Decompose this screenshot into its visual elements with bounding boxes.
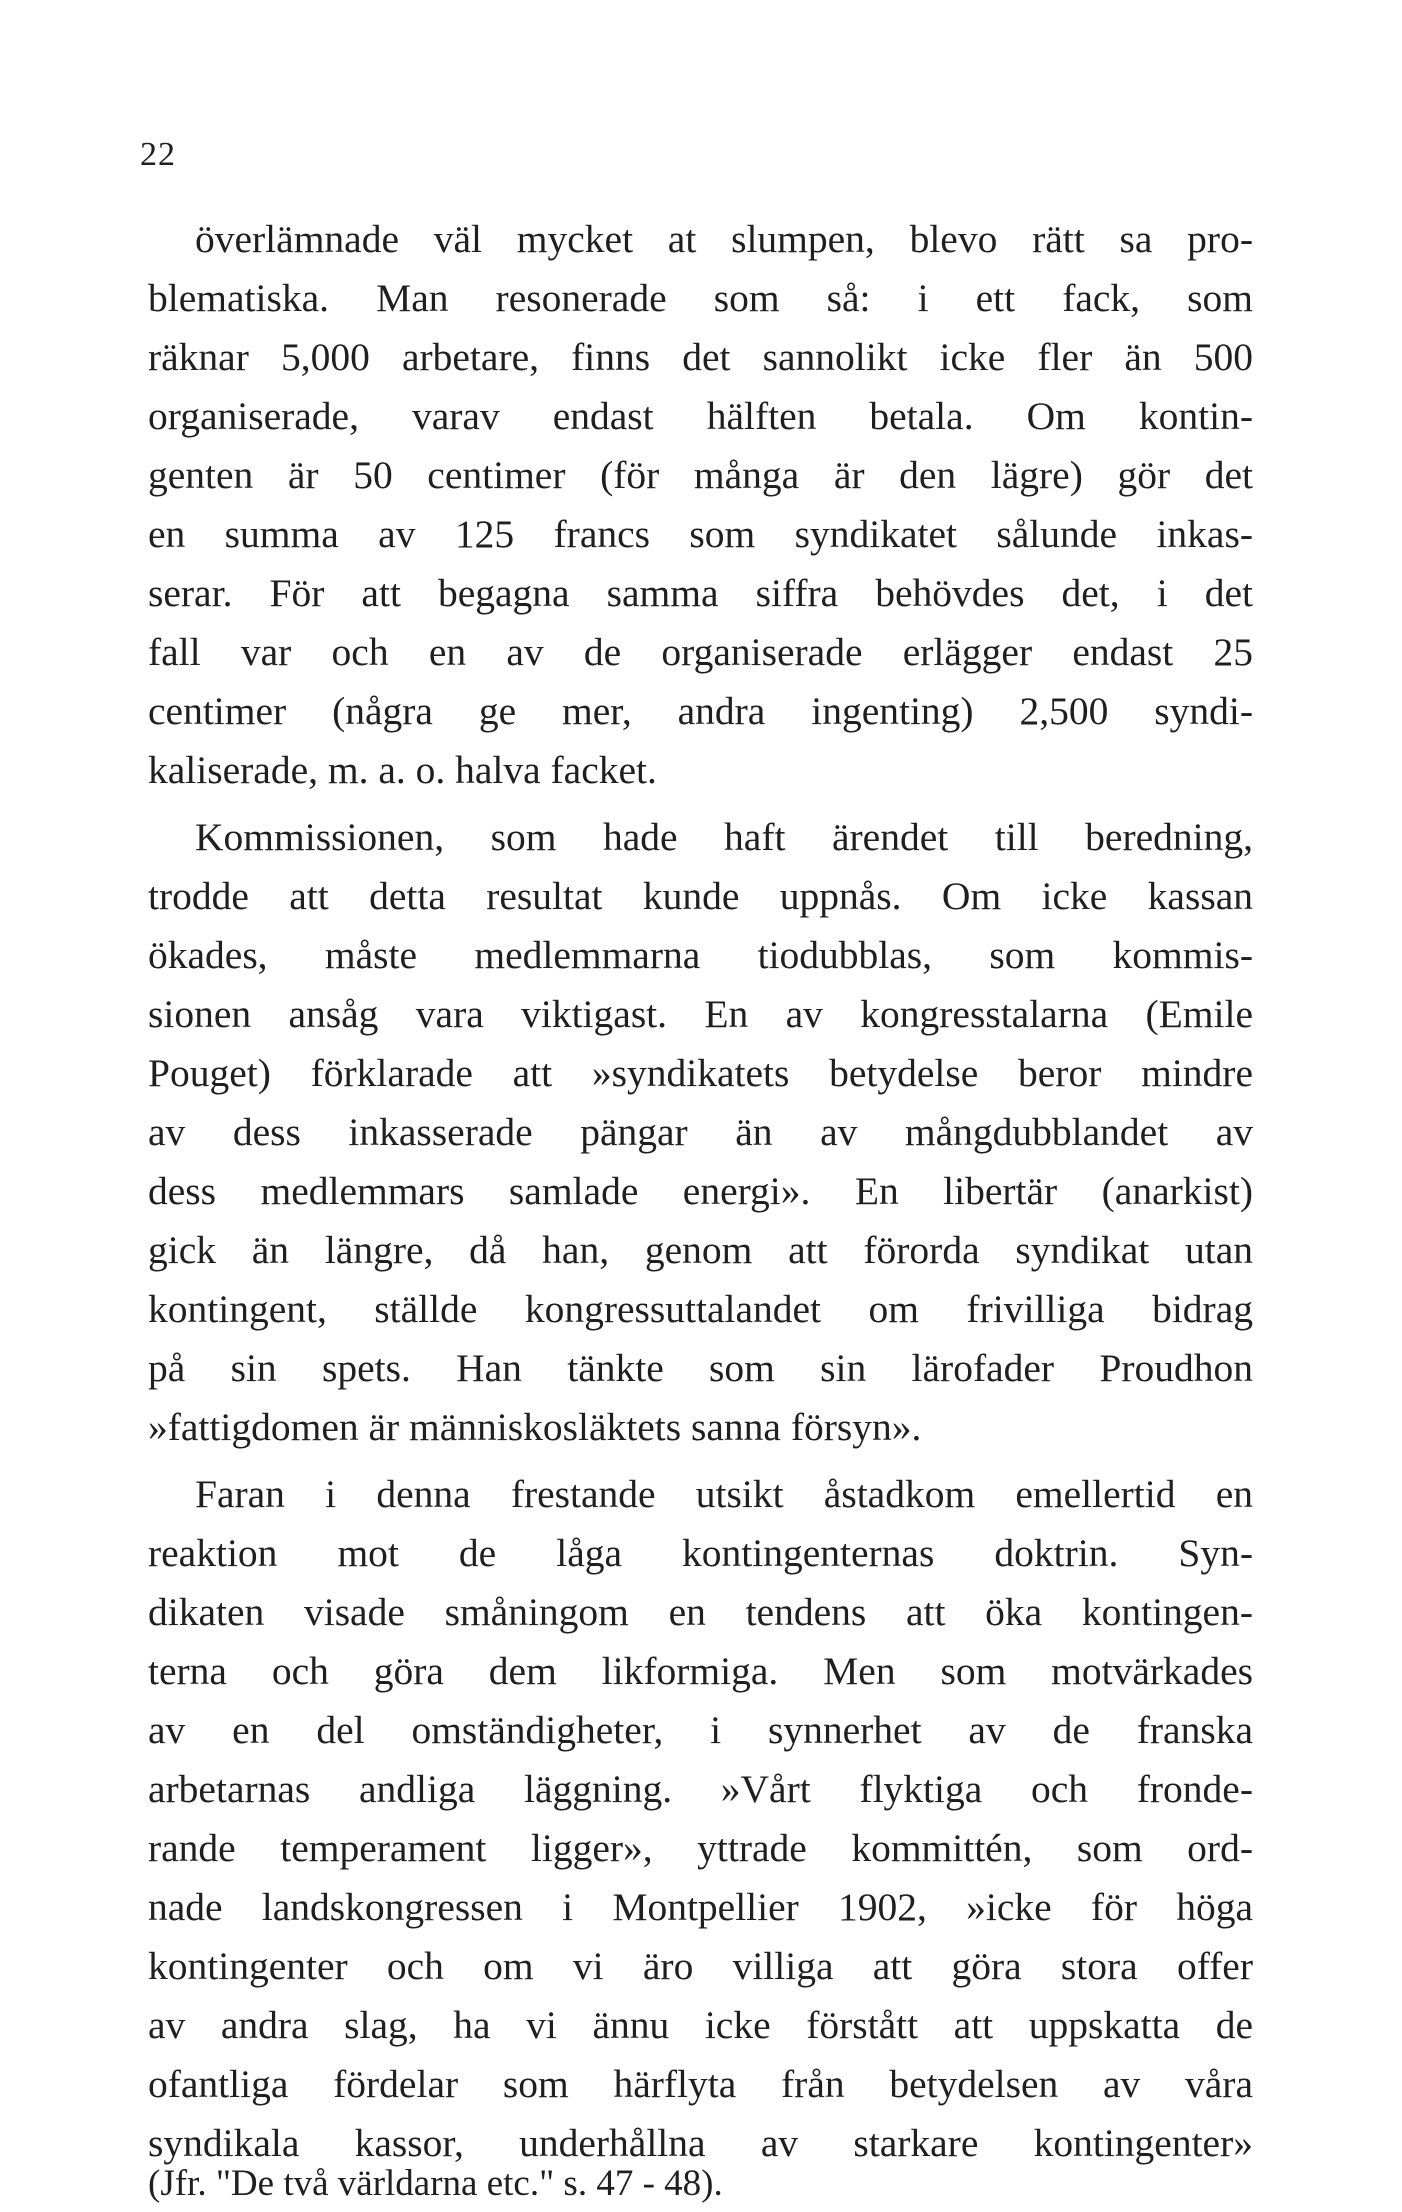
text-line: rande temperament ligger», yttrade kommittén, som ord- (148, 1826, 1253, 1870)
text-line: sionen ansåg vara viktigast. En av kongresstalarna (Emile (148, 992, 1253, 1036)
text-line: arbetarnas andliga läggning. »Vårt flyktiga och fronde- (148, 1767, 1253, 1811)
text-line: trodde att detta resultat kunde uppnås. Om icke kassan (148, 874, 1253, 918)
text-line: syndikala kassor, underhållna av starkare kontingenter» (148, 2121, 1253, 2165)
text-line: Pouget) förklarade att »syndikatets betydelse beror mindre (148, 1051, 1253, 1095)
text-line: Kommissionen, som hade haft ärendet till beredning, (195, 815, 1253, 859)
text-line: kontingent, ställde kongressuttalandet om frivilliga bidrag (148, 1287, 1253, 1331)
text-line: kontingenter och om vi äro villiga att göra stora offer (148, 1944, 1253, 1988)
text-line: genten är 50 centimer (för många är den lägre) gör det (148, 453, 1253, 497)
text-line: »fattigdomen är människosläktets sanna försyn». (148, 1405, 922, 1449)
text-line: nade landskongressen i Montpellier 1902, »icke för höga (148, 1885, 1253, 1929)
text-line: räknar 5,000 arbetare, finns det sannolikt icke fler än 500 (148, 335, 1253, 379)
text-line: ökades, måste medlemmarna tiodubblas, som kommis- (148, 933, 1253, 977)
page-number: 22 (140, 136, 176, 173)
text-line: organiserade, varav endast hälften betala. Om kontin- (148, 394, 1253, 438)
text-line: överlämnade väl mycket at slumpen, blevo rätt sa pro- (195, 217, 1253, 261)
text-line: av en del omständigheter, i synnerhet av de franska (148, 1708, 1253, 1752)
text-line: gick än längre, då han, genom att förorda syndikat utan (148, 1228, 1253, 1272)
text-line: Faran i denna frestande utsikt åstadkom emellertid en (195, 1472, 1253, 1516)
text-line: serar. För att begagna samma siffra behövdes det, i det (148, 571, 1253, 615)
text-line: centimer (några ge mer, andra ingenting) 2,500 syndi- (148, 689, 1253, 733)
text-line: terna och göra dem likformiga. Men som motvärkades (148, 1649, 1253, 1693)
text-line: blematiska. Man resonerade som så: i ett fack, som (148, 276, 1253, 320)
text-line: dess medlemmars samlade energi». En libertär (anarkist) (148, 1169, 1253, 1213)
text-line: fall var och en av de organiserade erlägger endast 25 (148, 630, 1253, 674)
text-line: dikaten visade småningom en tendens att öka kontingen- (148, 1590, 1253, 1634)
text-line: kaliserade, m. a. o. halva facket. (148, 748, 657, 792)
text-line: av dess inkasserade pängar än av mångdubblandet av (148, 1110, 1253, 1154)
text-line: på sin spets. Han tänkte som sin lärofader Proudhon (148, 1346, 1253, 1390)
text-line: reaktion mot de låga kontingenternas doktrin. Syn- (148, 1531, 1253, 1575)
text-line: av andra slag, ha vi ännu icke förstått att uppskatta de (148, 2003, 1253, 2047)
text-line: (Jfr. "De två världarna etc." s. 47 - 48). (148, 2163, 723, 2204)
text-line: en summa av 125 francs som syndikatet sålunde inkas- (148, 512, 1253, 556)
text-line: ofantliga fördelar som härflyta från betydelsen av våra (148, 2062, 1253, 2106)
